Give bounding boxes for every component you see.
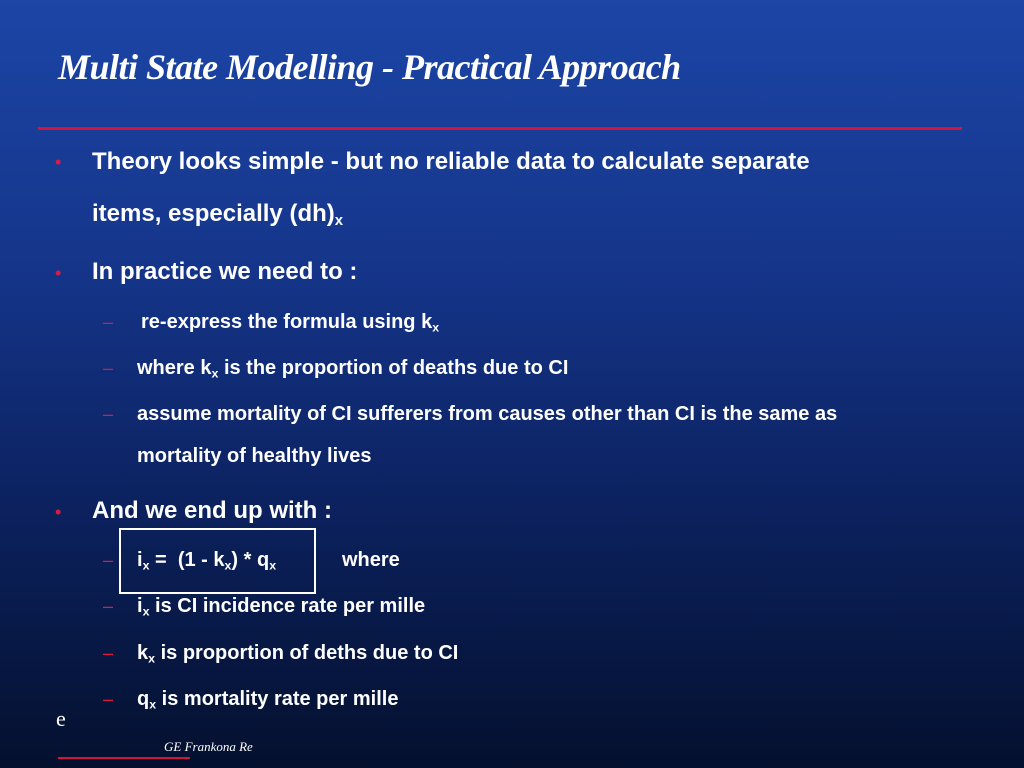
sub-item: where $k_x$ is the proportion of deaths due to CI: [137, 357, 569, 381]
logo-mark: e: [56, 706, 66, 731]
sub-item: $k_x$ is proportion of deths due to CI: [137, 642, 459, 666]
sub-item: $i_x$ is CI incidence rate per mille: [137, 595, 426, 619]
sub-item: assume mortality of CI sufferers from causes other than CI is the same as: [137, 403, 838, 425]
formula-where: where: [342, 549, 400, 571]
bullet-1-line-1: Theory looks simple - but no reliable data to calculate separate: [92, 148, 810, 175]
bullet-3-text: And we end up with :: [92, 497, 332, 524]
sub-item: re-express the formula using $k_x$: [141, 311, 440, 335]
formula: $i_x = (1 - k_x) * q_x$: [137, 549, 277, 573]
bullet-marker: •: [55, 502, 62, 522]
bullet-2-text: In practice we need to :: [92, 258, 358, 285]
dash-marker: –: [103, 643, 114, 663]
dash-marker: –: [103, 358, 114, 378]
dash-marker: –: [103, 689, 114, 709]
dash-marker: –: [103, 404, 114, 424]
dash-marker: –: [103, 312, 114, 332]
title-divider: [38, 127, 962, 130]
sub-item: $q_x$ is mortality rate per mille: [137, 688, 399, 712]
bullet-1-line-2: items, especially $(dh)_x$: [92, 200, 344, 230]
slide-title: Multi State Modelling - Practical Approach: [58, 47, 681, 87]
dash-marker: –: [103, 596, 114, 616]
company-name: GE Frankona Re: [164, 739, 253, 754]
sub-item-continuation: mortality of healthy lives: [137, 445, 372, 467]
footer-divider: [58, 757, 190, 759]
bullet-marker: •: [55, 263, 62, 283]
dash-marker: –: [103, 550, 114, 570]
bullet-marker: •: [55, 152, 62, 172]
